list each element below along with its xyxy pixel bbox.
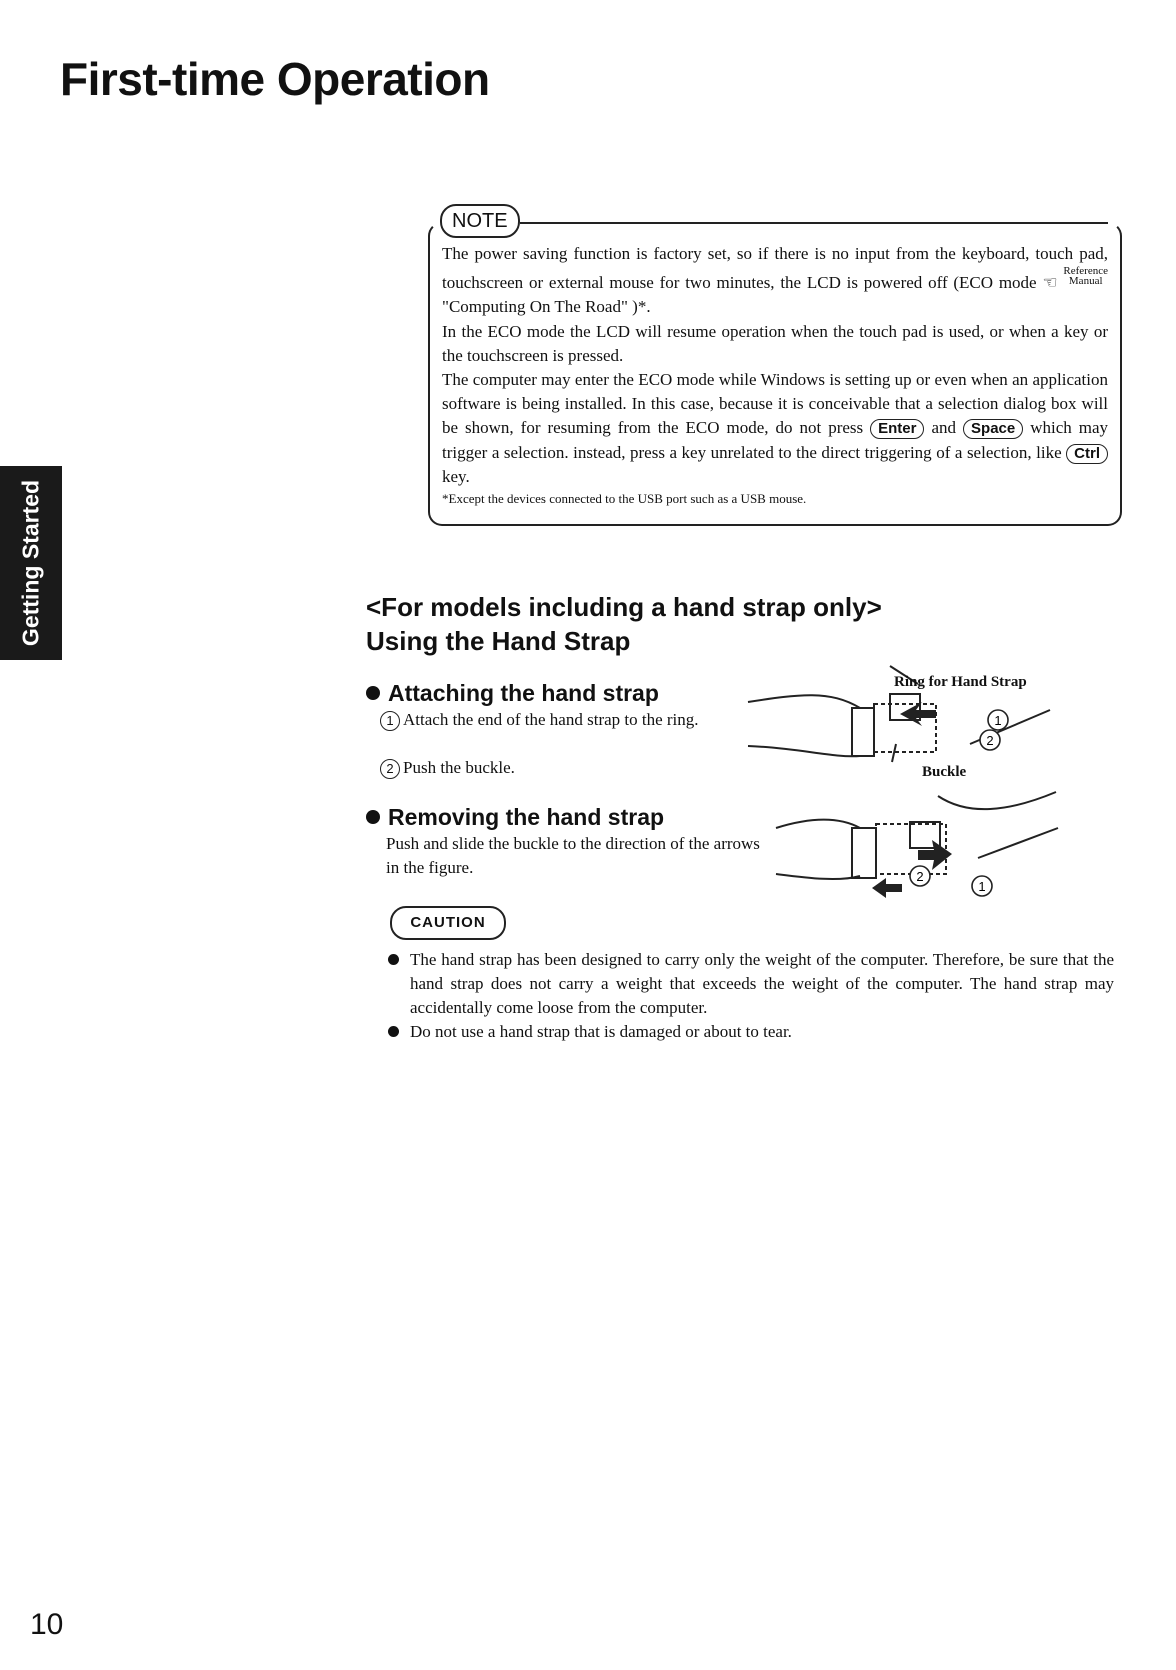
reference-manual-ref: Reference Manual (1063, 265, 1108, 288)
step-number-2: 2 (380, 759, 400, 779)
remove-hand-strap-figure (768, 788, 1068, 900)
caution-item: Do not use a hand strap that is damaged or about to tear. (388, 1020, 1114, 1044)
note-paragraph-2: In the ECO mode the LCD will resume operation when the touch pad is used, or when a key or the touchscreen is pressed. (442, 321, 1108, 365)
callout-1-text: 1 (994, 713, 1002, 728)
caution-item: The hand strap has been designed to carry only the weight of the computer. Therefore, be sure that the hand strap does not carry a weight that exceeds the weight of the computer. The hand strap may accidentally come loose from the computer. (388, 948, 1114, 1020)
pointer-icon: ☜ (1042, 273, 1058, 293)
attach-step-2: 2 Push the buckle. (380, 756, 515, 780)
note-paragraph-1: The power saving function is factory set, so if there is no input from the keyboard, touch pad, touchscreen or external mouse for two minutes, the LCD is powered off (ECO mode ☜ Reference Manual "Computing On The Road" )*. (442, 244, 1108, 317)
callout-2-text: 2 (916, 869, 924, 884)
step-number-1: 1 (380, 711, 400, 731)
strap-end (852, 828, 876, 878)
strap-end (852, 708, 874, 756)
bullet-icon (366, 686, 380, 700)
pull-arrow-icon (872, 878, 902, 898)
side-tab-label: Getting Started (17, 479, 44, 647)
page-title: First-time Operation (60, 53, 490, 105)
attach-step-1: 1 Attach the end of the hand strap to the ring. (380, 708, 699, 732)
section-subheading: Using the Hand Strap (366, 626, 631, 656)
slide-arrow-icon (918, 840, 952, 870)
bullet-icon (366, 810, 380, 824)
note-tag: NOTE (440, 204, 520, 238)
side-tab (0, 466, 62, 660)
push-arrow-icon (900, 702, 936, 726)
note-content (442, 242, 1108, 509)
attach-heading: Attaching the hand strap (366, 680, 659, 707)
remove-heading: Removing the hand strap (366, 804, 664, 831)
callout-1-text: 1 (978, 879, 986, 894)
enter-key: Enter (870, 419, 924, 439)
caution-badge: CAUTION (390, 906, 506, 940)
note-divider (520, 222, 1108, 224)
ctrl-key: Ctrl (1066, 444, 1108, 464)
note-paragraph-3: The computer may enter the ECO mode while Windows is setting up or even when an application software is being installed. In this case, because it is conceivable that a selection dialog box will be shown, for resuming from the ECO mode, do not press Enter and Space which may trigger a selection. instead, press a key unrelated to the direct triggering of a selection, like Ctrl key. (442, 370, 1109, 486)
note-footnote: *Except the devices connected to the USB port such as a USB mouse. (442, 491, 807, 507)
caution-list (388, 948, 1114, 1044)
buckle-label: Buckle (922, 764, 967, 780)
callout-2-text: 2 (986, 733, 994, 748)
ring-label: Ring for Hand Strap (894, 674, 1027, 690)
strap-edge-bottom (748, 746, 860, 756)
strap-edge-top (748, 695, 860, 708)
section-heading: <For models including a hand strap only> (366, 592, 882, 622)
remove-text: Push and slide the buckle to the direction of the arrows in the figure. (386, 834, 760, 877)
page-number: 10 (30, 1608, 64, 1641)
strap-edge-top (776, 820, 860, 828)
space-key: Space (963, 419, 1023, 439)
strap-edge-bottom (776, 874, 860, 879)
